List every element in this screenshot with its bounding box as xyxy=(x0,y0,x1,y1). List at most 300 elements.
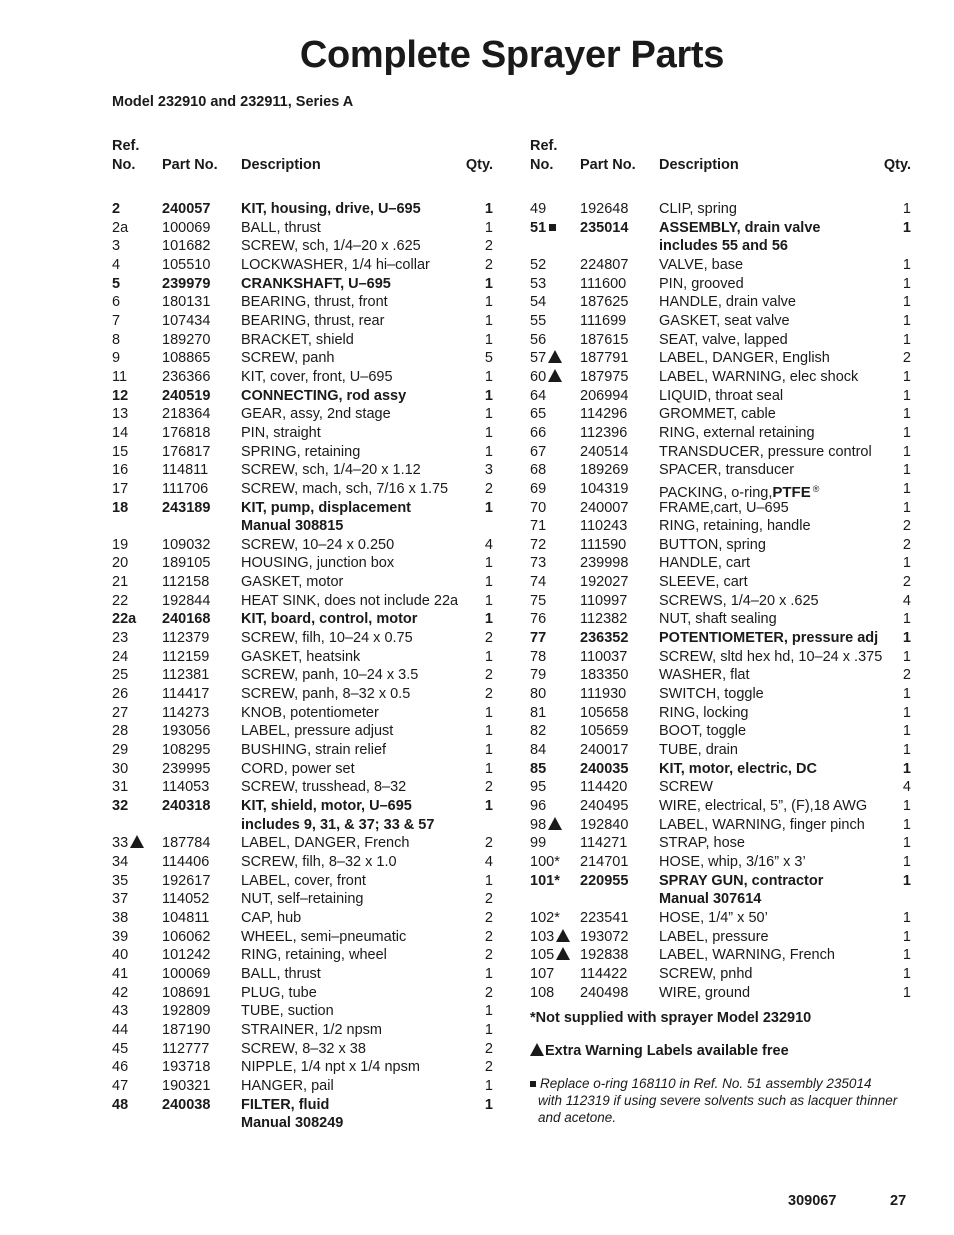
part-number: 101242 xyxy=(162,947,211,964)
table-row xyxy=(112,387,493,406)
part-number: 112382 xyxy=(580,611,628,628)
part-number: 106062 xyxy=(162,928,211,945)
description-text: CAP, hub xyxy=(241,909,302,926)
part-number: 110243 xyxy=(580,518,628,535)
table-row xyxy=(530,349,911,368)
description-text: PACKING, o-ring, xyxy=(659,484,773,501)
ref-text: 4 xyxy=(112,256,121,273)
description-text: WIRE, ground xyxy=(659,984,751,1001)
ref-text: 81 xyxy=(530,704,547,721)
part-description xyxy=(659,200,737,219)
ref-number xyxy=(530,741,546,760)
warning-triangle-icon xyxy=(548,369,562,382)
part-number: 111706 xyxy=(162,480,209,497)
ref-number xyxy=(530,424,546,443)
description-text: VALVE, base xyxy=(659,256,744,273)
part-description xyxy=(659,517,811,536)
table-row xyxy=(112,834,493,853)
part-number: 192617 xyxy=(162,872,211,889)
ref-text: 6 xyxy=(112,294,121,311)
ref-number xyxy=(112,237,120,256)
quantity: 1 xyxy=(902,723,911,740)
table-row xyxy=(112,331,493,350)
ref-text: 67 xyxy=(530,443,547,460)
quantity: 1 xyxy=(484,592,493,609)
ref-number xyxy=(112,349,120,368)
part-number: 105510 xyxy=(162,256,211,273)
table-row xyxy=(530,853,911,872)
part-number: 111699 xyxy=(580,312,627,329)
part-description xyxy=(659,237,788,256)
quantity: 1 xyxy=(484,555,493,572)
page-number: 27 xyxy=(890,1193,907,1209)
part-description xyxy=(241,610,417,629)
part-number: 104319 xyxy=(580,480,629,497)
part-description xyxy=(659,387,783,406)
ref-text: 56 xyxy=(530,331,547,348)
table-row xyxy=(112,853,493,872)
description-text: LABEL, WARNING, French xyxy=(659,947,835,964)
ref-number xyxy=(112,200,120,219)
quantity: 1 xyxy=(484,965,493,982)
table-row xyxy=(112,1096,493,1115)
part-description xyxy=(659,890,761,909)
part-number: 110997 xyxy=(580,592,628,609)
part-description xyxy=(241,1096,329,1115)
table-row xyxy=(112,219,493,238)
ref-text: 5 xyxy=(112,275,121,292)
ref-number xyxy=(530,461,546,480)
table-row xyxy=(112,349,493,368)
part-description xyxy=(241,946,387,965)
description-text: LABEL, cover, front xyxy=(241,872,366,889)
table-row xyxy=(112,1040,493,1059)
note-replace-oring xyxy=(530,1075,920,1126)
ref-number xyxy=(112,853,128,872)
ref-number xyxy=(530,536,546,555)
quantity: 1 xyxy=(902,984,911,1001)
part-number: 240498 xyxy=(580,984,629,1001)
part-number: 239979 xyxy=(162,275,211,292)
quantity: 4 xyxy=(902,779,911,796)
part-description xyxy=(659,984,750,1003)
ref-number xyxy=(530,443,546,462)
quantity: 1 xyxy=(484,872,493,889)
ref-number xyxy=(112,275,120,294)
part-description xyxy=(241,853,397,872)
quantity: 1 xyxy=(902,928,911,945)
table-row xyxy=(530,554,911,573)
ref-text: 72 xyxy=(530,536,547,553)
ref-text: 42 xyxy=(112,984,129,1001)
ref-number xyxy=(530,965,554,984)
ref-number xyxy=(112,1040,128,1059)
part-number: 240038 xyxy=(162,1096,211,1113)
ref-text: 82 xyxy=(530,723,547,740)
description-text: LABEL, DANGER, English xyxy=(659,350,830,367)
part-number: 239998 xyxy=(580,555,629,572)
table-row xyxy=(112,797,493,816)
description-text: CRANKSHAFT, U–695 xyxy=(241,275,391,292)
header-part-no: Part No. xyxy=(162,157,218,173)
part-number: 187190 xyxy=(162,1021,211,1038)
quantity: 1 xyxy=(484,611,493,628)
ref-number xyxy=(530,312,546,331)
quantity: 1 xyxy=(484,312,493,329)
description-text: SCREW, panh xyxy=(241,350,335,367)
part-number: 239995 xyxy=(162,760,211,777)
ref-number xyxy=(112,554,128,573)
part-description xyxy=(241,293,388,312)
ref-text: 11 xyxy=(112,368,128,385)
ref-number xyxy=(112,704,128,723)
part-description xyxy=(659,592,819,611)
note-not-supplied: *Not supplied with sprayer Model 232910 xyxy=(530,1010,812,1026)
table-row xyxy=(530,275,911,294)
ref-number xyxy=(112,722,128,741)
description-text: BEARING, thrust, front xyxy=(241,294,388,311)
table-row xyxy=(112,704,493,723)
ref-text: 15 xyxy=(112,443,129,460)
description-text: HEAT SINK, does not include 22a xyxy=(241,592,459,609)
quantity: 1 xyxy=(484,574,493,591)
table-row xyxy=(530,610,911,629)
part-number: 187615 xyxy=(580,331,629,348)
part-number: 187975 xyxy=(580,368,629,385)
table-row xyxy=(530,200,911,219)
part-description xyxy=(241,480,448,499)
part-description xyxy=(659,349,830,368)
part-number: 240519 xyxy=(162,387,211,404)
ref-text: 66 xyxy=(530,424,547,441)
part-description xyxy=(659,312,790,331)
part-number: 187784 xyxy=(162,835,211,852)
description-text: SCREW, panh, 8–32 x 0.5 xyxy=(241,686,411,703)
table-row xyxy=(112,424,493,443)
ref-number xyxy=(530,592,546,611)
description-text: TUBE, suction xyxy=(241,1003,334,1020)
table-row xyxy=(112,1114,493,1133)
ref-text: 35 xyxy=(112,872,129,889)
ref-number xyxy=(530,648,546,667)
ref-text: 27 xyxy=(112,704,129,721)
quantity: 2 xyxy=(484,1059,493,1076)
part-number: 104811 xyxy=(162,909,210,926)
quantity: 2 xyxy=(484,984,493,1001)
ref-number xyxy=(112,872,128,891)
description-text: LABEL, DANGER, French xyxy=(241,835,410,852)
ref-text: 21 xyxy=(112,574,129,591)
part-description xyxy=(659,573,748,592)
quantity: 1 xyxy=(484,1003,493,1020)
ref-text: 80 xyxy=(530,686,547,703)
part-number: 112777 xyxy=(162,1040,210,1057)
ref-number xyxy=(530,554,546,573)
table-row xyxy=(530,760,911,779)
ref-text: 60 xyxy=(530,368,547,385)
ref-number xyxy=(530,722,546,741)
parts-table-right xyxy=(530,138,911,1002)
header-no: No. xyxy=(530,157,554,173)
part-description xyxy=(241,349,335,368)
ref-number xyxy=(112,312,120,331)
part-description xyxy=(659,928,769,947)
quantity: 1 xyxy=(902,853,911,870)
ref-text: 70 xyxy=(530,499,547,516)
part-number: 192648 xyxy=(580,201,629,217)
ref-text: 85 xyxy=(530,760,547,777)
part-number: 111590 xyxy=(580,536,627,553)
note-warning-text: Extra Warning Labels available free xyxy=(545,1043,789,1059)
ref-text: 9 xyxy=(112,350,121,367)
ref-text: 103 xyxy=(530,928,555,945)
parts-rows xyxy=(112,200,493,1133)
part-description xyxy=(241,648,360,667)
description-text: CLIP, spring xyxy=(659,201,737,217)
quantity: 1 xyxy=(484,424,493,441)
ref-text: 34 xyxy=(112,853,129,870)
quantity: 1 xyxy=(902,648,911,665)
table-row xyxy=(530,443,911,462)
ref-text: 98 xyxy=(530,816,547,833)
quantity: 1 xyxy=(484,219,493,236)
ref-number xyxy=(530,275,546,294)
table-row xyxy=(530,946,911,965)
part-description xyxy=(659,853,806,872)
part-number: 105658 xyxy=(580,704,629,721)
ref-text: 96 xyxy=(530,798,547,814)
part-number: 206994 xyxy=(580,387,629,404)
ref-text: 45 xyxy=(112,1040,129,1057)
part-description xyxy=(659,629,878,648)
description-text: KNOB, potentiometer xyxy=(241,704,379,721)
ref-number xyxy=(112,461,128,480)
part-description xyxy=(659,443,872,462)
quantity: 4 xyxy=(484,853,493,870)
quantity: 2 xyxy=(484,909,493,926)
part-description xyxy=(241,592,458,611)
part-number: 240035 xyxy=(580,760,629,777)
table-row xyxy=(530,219,911,238)
quantity: 1 xyxy=(902,835,911,852)
part-description xyxy=(659,424,815,443)
table-row xyxy=(530,424,911,443)
ref-text: 31 xyxy=(112,779,129,796)
table-row xyxy=(530,293,911,312)
part-description xyxy=(241,536,394,555)
description-text: Manual 308815 xyxy=(241,518,344,535)
table-header xyxy=(112,138,493,200)
ref-text: 77 xyxy=(530,630,547,647)
part-number: 193718 xyxy=(162,1059,211,1076)
part-number: 114406 xyxy=(162,853,210,870)
description-text: BUTTON, spring xyxy=(659,536,766,553)
part-number: 112159 xyxy=(162,648,210,665)
part-description xyxy=(241,984,317,1003)
quantity: 1 xyxy=(484,368,493,385)
ref-text: 105 xyxy=(530,947,555,964)
ref-number xyxy=(530,573,546,592)
ref-text: 53 xyxy=(530,275,547,292)
description-text: SCREW, sch, 1/4–20 x 1.12 xyxy=(241,462,421,479)
part-description xyxy=(241,331,354,350)
warning-triangle-icon xyxy=(548,350,562,363)
ref-text: 13 xyxy=(112,406,129,423)
table-row xyxy=(530,256,911,275)
header-part-no: Part No. xyxy=(580,157,636,173)
description-text: LIQUID, throat seal xyxy=(659,387,784,404)
ref-text: 55 xyxy=(530,312,547,329)
ref-text: 43 xyxy=(112,1003,129,1020)
part-description xyxy=(659,685,764,704)
warning-triangle-icon xyxy=(130,835,144,848)
part-number: 190321 xyxy=(162,1077,211,1094)
quantity: 1 xyxy=(902,704,911,721)
part-number: 240057 xyxy=(162,201,211,217)
table-row xyxy=(530,592,911,611)
quantity: 1 xyxy=(484,704,493,721)
warning-triangle-icon xyxy=(556,947,570,960)
part-description xyxy=(659,704,748,723)
part-number: 220955 xyxy=(580,872,629,889)
warning-triangle-icon xyxy=(556,929,570,942)
ref-number xyxy=(530,760,546,779)
description-text: BUSHING, strain relief xyxy=(241,742,387,759)
part-description xyxy=(241,1114,343,1133)
ref-text: 107 xyxy=(530,965,555,982)
part-description xyxy=(241,797,412,816)
part-number: 223541 xyxy=(580,909,629,926)
ref-text: 2 xyxy=(112,201,121,217)
part-number: 192838 xyxy=(580,947,629,964)
ref-number xyxy=(112,629,128,648)
table-row xyxy=(112,554,493,573)
quantity: 1 xyxy=(902,872,911,889)
part-description xyxy=(659,461,794,480)
ref-number xyxy=(530,293,546,312)
description-text: GASKET, seat valve xyxy=(659,312,790,329)
quantity: 2 xyxy=(902,667,911,684)
square-bullet-icon xyxy=(549,224,556,231)
part-number: 105659 xyxy=(580,723,629,740)
description-text: SCREW, filh, 8–32 x 1.0 xyxy=(241,853,397,870)
ref-text: 101* xyxy=(530,872,560,889)
ref-number xyxy=(112,424,128,443)
part-description xyxy=(241,1021,382,1040)
part-description xyxy=(241,1058,420,1077)
table-row xyxy=(530,517,911,536)
quantity: 2 xyxy=(902,536,911,553)
table-row xyxy=(530,965,911,984)
description-text: KIT, cover, front, U–695 xyxy=(241,368,393,385)
description-text: BEARING, thrust, rear xyxy=(241,312,385,329)
table-row xyxy=(530,237,911,256)
quantity: 3 xyxy=(484,462,493,479)
table-row xyxy=(112,405,493,424)
description-text: POTENTIOMETER, pressure adj xyxy=(659,630,879,647)
part-number: 189269 xyxy=(580,462,629,479)
description-text: GEAR, assy, 2nd stage xyxy=(241,406,391,423)
ref-text: 2a xyxy=(112,219,129,236)
ref-number xyxy=(112,499,128,518)
quantity: 1 xyxy=(902,760,911,777)
ref-number xyxy=(112,573,128,592)
ref-number xyxy=(530,928,570,947)
table-row xyxy=(112,1002,493,1021)
part-description xyxy=(241,200,421,219)
quantity: 1 xyxy=(484,294,493,311)
description-text: PLUG, tube xyxy=(241,984,317,1001)
description-text: TUBE, drain xyxy=(659,742,738,759)
table-row xyxy=(530,536,911,555)
quantity: 2 xyxy=(484,928,493,945)
description-text: LABEL, WARNING, elec shock xyxy=(659,368,859,385)
part-description xyxy=(241,237,421,256)
quantity: 1 xyxy=(902,798,911,814)
part-number: 236352 xyxy=(580,630,629,647)
quantity: 1 xyxy=(902,480,911,497)
part-description xyxy=(241,722,393,741)
ref-text: 20 xyxy=(112,555,129,572)
ref-number xyxy=(112,1002,128,1021)
quantity: 1 xyxy=(902,256,911,273)
part-number: 193072 xyxy=(580,928,629,945)
ref-number xyxy=(530,256,546,275)
ref-number xyxy=(530,797,546,816)
description-text: NUT, self–retaining xyxy=(241,891,364,908)
ref-text: 40 xyxy=(112,947,129,964)
part-description xyxy=(241,890,364,909)
ref-text: 100* xyxy=(530,853,560,870)
ref-number xyxy=(112,1058,128,1077)
table-row xyxy=(530,405,911,424)
description-text: HOSE, whip, 3/16” x 3’ xyxy=(659,853,806,870)
part-number: 236366 xyxy=(162,368,211,385)
part-number: 111930 xyxy=(580,686,627,703)
quantity: 1 xyxy=(902,387,911,404)
ref-text: 75 xyxy=(530,592,547,609)
table-row xyxy=(530,834,911,853)
ref-text: 8 xyxy=(112,331,121,348)
ref-number xyxy=(112,405,128,424)
part-description xyxy=(241,554,394,573)
ref-text: 79 xyxy=(530,667,547,684)
quantity: 1 xyxy=(902,443,911,460)
part-description xyxy=(241,816,434,835)
quantity: 1 xyxy=(902,275,911,292)
quantity: 2 xyxy=(484,667,493,684)
part-description xyxy=(659,722,746,741)
table-row xyxy=(112,760,493,779)
header-ref: Ref. xyxy=(530,138,558,154)
description-text: SLEEVE, cart xyxy=(659,574,748,591)
part-description xyxy=(241,760,355,779)
table-row xyxy=(112,648,493,667)
table-row xyxy=(112,610,493,629)
description-text: HANDLE, drain valve xyxy=(659,294,796,311)
part-description xyxy=(659,797,867,816)
table-row xyxy=(112,909,493,928)
header-description: Description xyxy=(241,157,321,173)
quantity: 1 xyxy=(484,760,493,777)
part-number: 108691 xyxy=(162,984,211,1001)
quantity: 2 xyxy=(484,891,493,908)
quantity: 2 xyxy=(902,350,911,367)
ref-number xyxy=(112,778,128,797)
table-row xyxy=(112,200,493,219)
part-number: 114422 xyxy=(580,965,628,982)
table-row xyxy=(112,573,493,592)
